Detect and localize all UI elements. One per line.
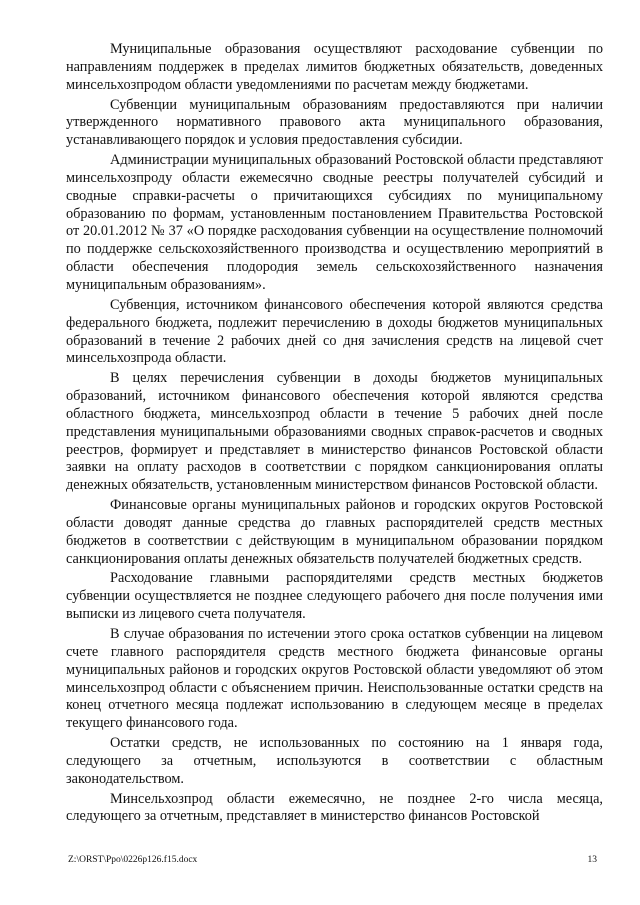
- footer-file-path: Z:\ORST\Ppo\0226p126.f15.docx: [68, 855, 198, 865]
- paragraph: Минсельхозпрод области ежемесячно, не позднее 2-го числа месяца, следующего за отчетным, представляет в министерство финансов Ростовской: [66, 790, 603, 825]
- paragraph: Субвенции муниципальным образованиям предоставляются при наличии утвержденного нормативного правового акта муниципального образования, устанавливающего порядок и условия предоставления субсидии.: [66, 96, 603, 149]
- document-body: [66, 41, 603, 828]
- paragraph: Субвенция, источником финансового обеспечения которой являются средства федерального бюджета, подлежит перечислению в доходы бюджетов муниципальных образований в течение 2 рабочих дней со дня зачисления средств на лицевой счет минсельхозпрода области.: [66, 296, 603, 367]
- paragraph: Финансовые органы муниципальных районов и городских округов Ростовской области доводят данные средства до главных распорядителей средств местных бюджетов в соответствии с действующим в муниципальном образовании порядком санкционирования оплаты денежных обязательств получателей бюджетных средств.: [66, 497, 603, 567]
- paragraph: В целях перечисления субвенции в доходы бюджетов муниципальных образований, источником финансового обеспечения которой являются средства областного бюджета, минсельхозпрод области в течение 5 рабочих дней после представления муниципальными образованиями сводных справок-расчетов и сводных реестров, формирует и представляет в министерство финансов Ростовской области заявки на оплату расходов в соответствии с порядком санкционирования оплаты денежных обязательств, установленным министерством финансов Ростовской области.: [66, 370, 603, 494]
- paragraph: Остатки средств, не использованных по состоянию на 1 января года, следующего за отчетным, используются в соответствии с областным законодательством.: [66, 735, 603, 787]
- paragraph: Расходование главными распорядителями средств местных бюджетов субвенции осуществляется не позднее следующего рабочего дня после получения ими выписки из лицевого счета получателя.: [66, 570, 603, 623]
- paragraph: Администрации муниципальных образований Ростовской области представляют минсельхозпроду области ежемесячно сводные реестры получателей субсидий и сводные справки-расчеты о причитающихся субсидиях по муниципальному образованию по формам, установленным постановлением Правительства Ростовской от 20.01.2012 № 37 «О порядке расходования субвенции на осуществление полномочий по поддержке сельскохозяйственного производства и осуществлению мероприятий в области обеспечения плодородия земель сельскохозяйственного назначения муниципальным образованиям».: [66, 152, 603, 293]
- page-number: 13: [587, 855, 597, 865]
- paragraph: Муниципальные образования осуществляют расходование субвенции по направлениям поддержек в пределах лимитов бюджетных обязательств, доведенных минсельхозпродом области уведомлениями по расчетам между бюджетами.: [66, 41, 603, 93]
- paragraph: В случае образования по истечении этого срока остатков субвенции на лицевом счете главного распорядителя средств местного бюджета финансовые органы муниципальных районов и городских округов Ростовской области уведомляют об этом минсельхозпрод области с объяснением причин. Неиспользованные остатки средств на конец отчетного месяца подлежат использованию в следующем месяце в пределах текущего финансового года.: [66, 626, 603, 732]
